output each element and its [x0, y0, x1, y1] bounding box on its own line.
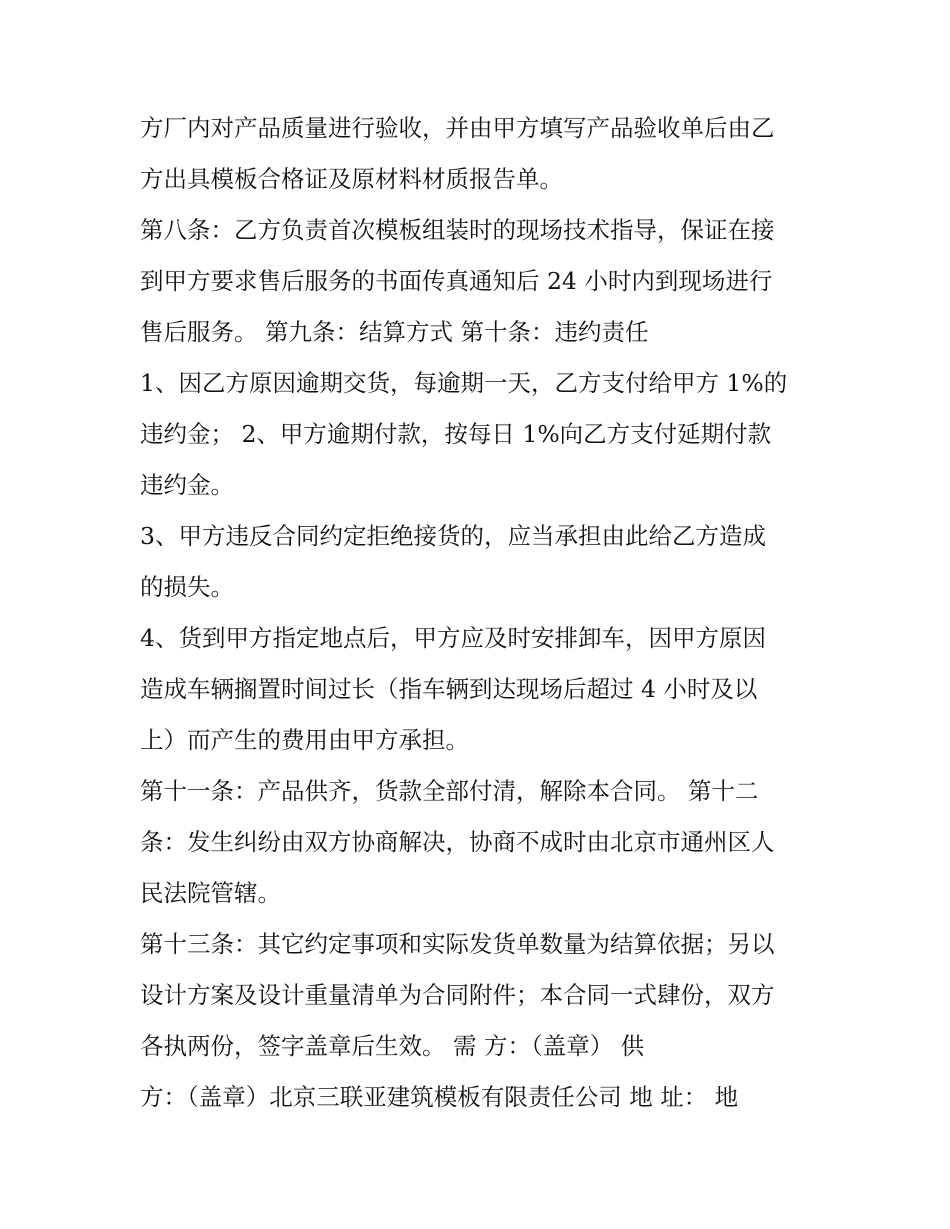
text-line: 第十三条：其它约定事项和实际发货单数量为结算依据；另以 — [140, 930, 775, 958]
text-line: 的损失。 — [140, 573, 234, 601]
text-line: 售后服务。 第九条：结算方式 第十条：违约责任 — [140, 318, 649, 346]
text-line: 方：（盖章）北京三联亚建筑模板有限责任公司 地 址： 地 — [140, 1083, 739, 1111]
text-line: 设计方案及设计重量清单为合同附件；本合同一式肆份，双方 — [140, 981, 775, 1009]
text-line: 上）而产生的费用由甲方承担。 — [140, 726, 469, 754]
text-line: 各执两份，签字盖章后生效。 需 方：（盖章） 供 — [140, 1032, 645, 1060]
text-line: 民法院管辖。 — [140, 879, 281, 907]
text-line: 第十一条：产品供齐，货款全部付清，解除本合同。 第十二 — [140, 777, 759, 805]
text-line: 3、甲方违反合同约定拒绝接货的，应当承担由此给乙方造成 — [140, 522, 766, 550]
text-line: 方厂内对产品质量进行验收，并由甲方填写产品验收单后由乙 — [140, 114, 775, 142]
text-line: 造成车辆搁置时间过长（指车辆到达现场后超过 4 小时及以 — [140, 675, 758, 703]
text-line: 违约金； 2、甲方逾期付款，按每日 1%向乙方支付延期付款 — [140, 420, 772, 448]
text-line: 1、因乙方原因逾期交货，每逾期一天，乙方支付给甲方 1%的 — [140, 369, 788, 397]
text-line: 第八条：乙方负责首次模板组装时的现场技术指导，保证在接 — [140, 216, 775, 244]
text-line: 4、货到甲方指定地点后，甲方应及时安排卸车，因甲方原因 — [140, 624, 766, 652]
text-line: 到甲方要求售后服务的书面传真通知后 24 小时内到现场进行 — [140, 267, 773, 295]
text-line: 条：发生纠纷由双方协商解决，协商不成时由北京市通州区人 — [140, 828, 775, 856]
text-line: 违约金。 — [140, 471, 234, 499]
text-line: 方出具模板合格证及原材料材质报告单。 — [140, 165, 563, 193]
